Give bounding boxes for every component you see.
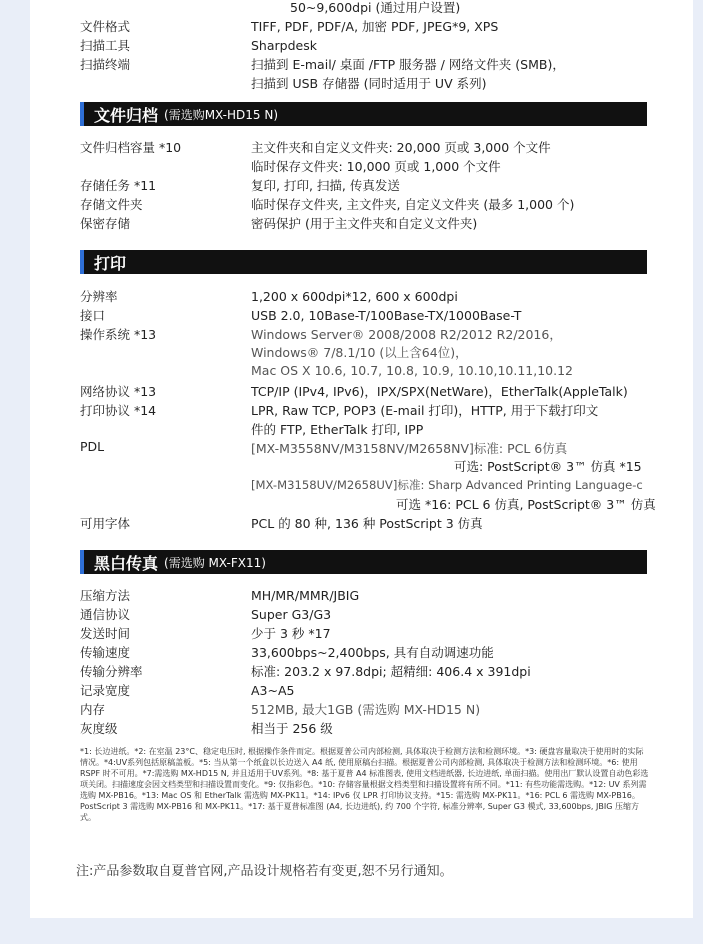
print-os-line3: Mac OS X 10.6, 10.7, 10.8, 10.9, 10.10,10.11,10.12	[251, 363, 573, 378]
print-font-label: 可用字体	[80, 516, 131, 531]
print-os-line2: Windows® 7/8.1/10 (以上含64位)，	[251, 345, 468, 360]
fax-title: 黑白传真	[94, 553, 159, 573]
header-accent	[80, 102, 84, 126]
fax-time-value: 少于 3 秒 *17	[251, 626, 331, 641]
fax-protocol-label: 通信协议	[80, 607, 131, 622]
fax-compress-value: MH/MR/MMR/JBIG	[251, 588, 360, 603]
scan-dest-line2: 扫描到 USB 存储器 (同时适用于 UV 系列)	[251, 76, 487, 91]
print-proto-line1: LPR, Raw TCP, POP3 (E-mail 打印)，HTTP, 用于下载打印文	[251, 403, 599, 418]
fax-mem-label: 内存	[80, 702, 106, 717]
print-if-value: USB 2.0, 10Base-T/100Base-TX/1000Base-T	[251, 308, 522, 323]
print-pdl-line1: [MX-M3558NV/M3158NV/M2658NV]标准: PCL 6仿真	[251, 441, 568, 456]
scan-tool-label: 扫描工具	[80, 38, 131, 53]
print-font-value: PCL 的 80 种, 136 种 PostScript 3 仿真	[251, 516, 483, 531]
print-header	[80, 250, 647, 274]
fax-res-label: 传输分辨率	[80, 664, 143, 679]
print-pdl-label: PDL	[80, 439, 105, 454]
disclaimer: 注:产品参数取自夏普官网,产品设计规格若有变更,恕不另行通知。	[76, 864, 453, 879]
fax-width-value: A3~A5	[251, 683, 295, 698]
filing-header	[80, 102, 647, 126]
fax-res-value: 标准: 203.2 x 97.8dpi; 超精细: 406.4 x 391dpi	[251, 664, 531, 679]
footnotes: *1: 长边进纸。*2: 在室温 23°C、稳定电压时, 根据操作条件而定。根据夏普公司内部检测, 具体取决于检测方法和检测环境。*3: 硬盘容量取决于使用时的实际情况。*4:UV系列包括原稿盖板。*5: 当从第一个纸盒以长边送入 A4 纸, 使用原稿台扫描。根据夏普公司内部检测, 具体取决于检测方法和检测环境。*6: 使用 RSPF 时不可用。*7:需选购 MX-HD15 N, 并且适用于UV系列。*8: 基于夏普 A4 标准图表, 使用文档进纸器, 长边进纸, 单面扫描。使用出厂默认设置自动色彩选项关闭。扫描速度会因文档类型和扫描设置而变化。*9: 仅指彩色。*10: 存储容量根据文档类型和扫描设置将有所不同。*11: 有些功能需选购。*12: UV 系列需选购 MX-PB16。*13: Mac OS 和 EtherTalk 需选购 MX-PK11。*14: IPv6 仅 LPR 打印协议支持。*15: 需选购 MX-PK11。*16: PCL 6 需选购 MX-PB16。PostScript 3 需选购 MX-PB16 和 MX-PK11。*17: 基于夏普标准图 (A4, 长边进纸), 约 700 个字符, 标准分辨率, Super G3 模式, 33,600bps, JBIG 压缩方式。	[80, 747, 649, 822]
filing-secure-value: 密码保护 (用于主文件夹和自定义文件夹)	[251, 216, 478, 231]
print-title: 打印	[94, 253, 127, 273]
fax-width-label: 记录宽度	[80, 683, 131, 698]
print-net-label: 网络协议 *13	[80, 384, 157, 399]
fax-gray-label: 灰度级	[80, 721, 118, 736]
print-os-label: 操作系统 *13	[80, 327, 157, 342]
fax-compress-label: 压缩方法	[80, 588, 131, 603]
fax-protocol-value: Super G3/G3	[251, 607, 332, 622]
print-proto-line2: 件的 FTP, EtherTalk 打印, IPP	[251, 422, 424, 437]
print-proto-label: 打印协议 *14	[80, 403, 157, 418]
filing-subtitle: (需选购MX-HD15 N)	[164, 107, 279, 122]
fax-mem-value: 512MB, 最大1GB (需选购 MX-HD15 N)	[251, 702, 481, 717]
scan-format-value: TIFF, PDF, PDF/A, 加密 PDF, JPEG*9, XPS	[251, 19, 499, 34]
filing-folders-value: 临时保存文件夹, 主文件夹, 自定义文件夹 (最多 1,000 个)	[251, 197, 575, 212]
print-pdl-line4: 可选 *16: PCL 6 仿真, PostScript® 3™ 仿真	[396, 497, 656, 512]
filing-title: 文件归档	[94, 105, 159, 125]
print-net-value: TCP/IP (IPv4, IPv6)，IPX/SPX(NetWare)，EtherTalk(AppleTalk)	[251, 384, 628, 399]
scan-format-label: 文件格式	[80, 19, 131, 34]
filing-jobs-label: 存储任务 *11	[80, 178, 157, 193]
print-pdl-line3: [MX-M3158UV/M2658UV]标准: Sharp Advanced Printing Language-c	[251, 478, 643, 492]
filing-folders-label: 存储文件夹	[80, 197, 143, 212]
filing-capacity-line1: 主文件夹和自定义文件夹: 20,000 页或 3,000 个文件	[251, 140, 551, 155]
print-os-line1: Windows Server® 2008/2008 R2/2012 R2/2016，	[251, 327, 562, 342]
filing-secure-label: 保密存储	[80, 216, 131, 231]
scan-dest-line1: 扫描到 E-mail/ 桌面 /FTP 服务器 / 网络文件夹 (SMB)，	[251, 57, 565, 72]
filing-capacity-label: 文件归档容量 *10	[80, 140, 182, 155]
fax-speed-label: 传输速度	[80, 645, 131, 660]
fax-header	[80, 550, 647, 574]
scan-tool-value: Sharpdesk	[251, 38, 317, 53]
filing-capacity-line2: 临时保存文件夹: 10,000 页或 1,000 个文件	[251, 159, 501, 174]
print-res-value: 1,200 x 600dpi*12, 600 x 600dpi	[251, 289, 458, 304]
print-res-label: 分辨率	[80, 289, 118, 304]
scan-dest-label: 扫描终端	[80, 57, 131, 72]
print-if-label: 接口	[80, 308, 106, 323]
header-accent	[80, 250, 84, 274]
scan-resolution-tail: 50~9,600dpi (通过用户设置)	[290, 0, 461, 15]
filing-jobs-value: 复印, 打印, 扫描, 传真发送	[251, 178, 400, 193]
fax-time-label: 发送时间	[80, 626, 131, 641]
fax-speed-value: 33,600bps~2,400bps, 具有自动调速功能	[251, 645, 494, 660]
fax-gray-value: 相当于 256 级	[251, 721, 333, 736]
header-accent	[80, 550, 84, 574]
fax-subtitle: (需选购 MX-FX11)	[164, 555, 266, 570]
print-pdl-line2: 可选: PostScript® 3™ 仿真 *15	[454, 459, 642, 474]
